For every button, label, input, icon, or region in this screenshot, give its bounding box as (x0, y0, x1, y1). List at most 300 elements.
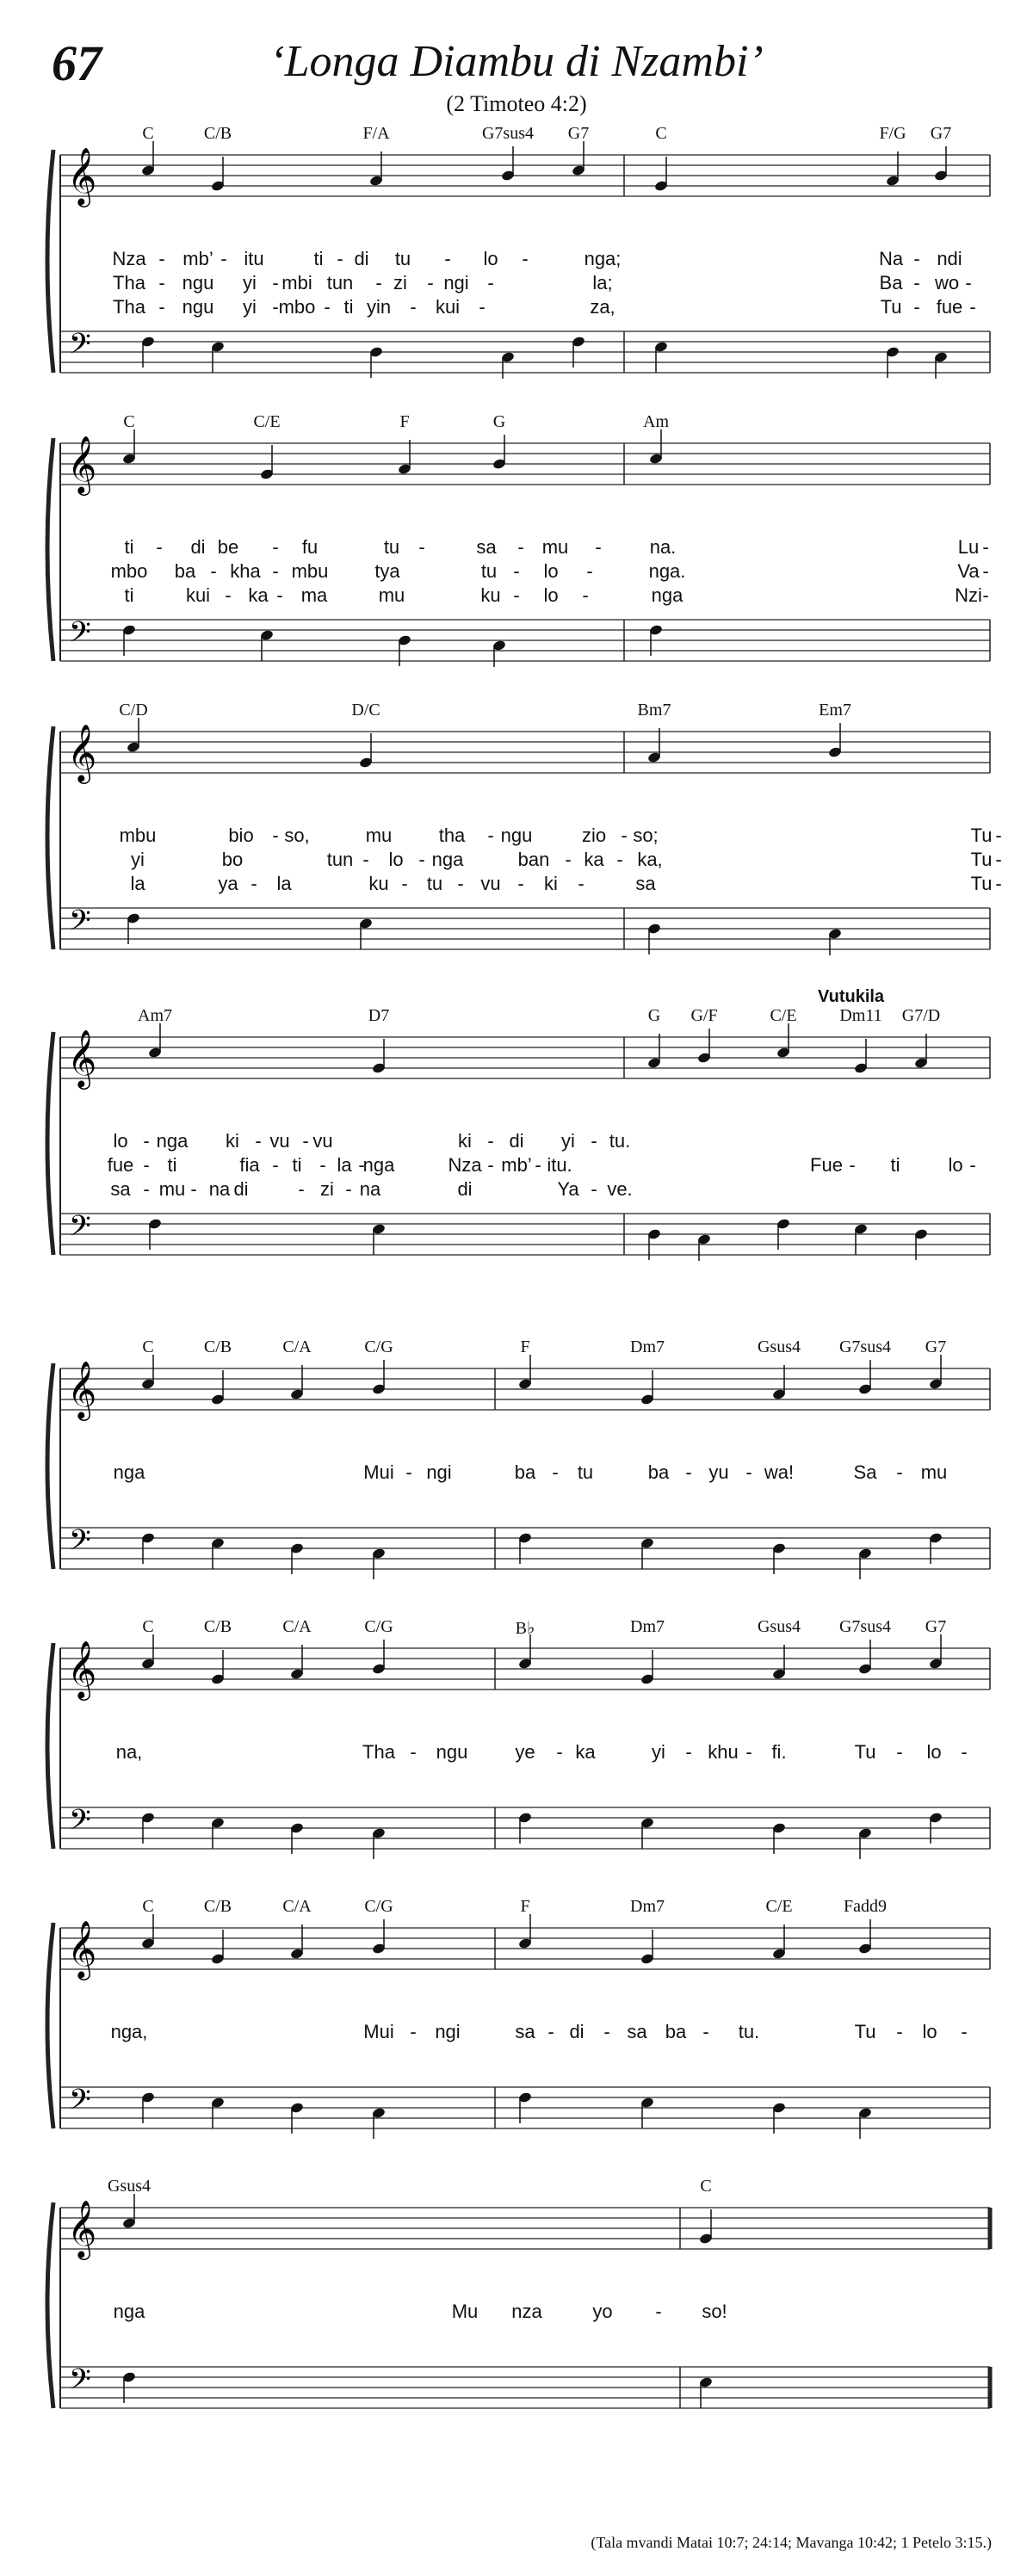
lyric-syllable: la (337, 1154, 352, 1176)
lyric-syllable: ka (248, 584, 269, 606)
lyric-syllable: - (591, 1130, 597, 1152)
lyric-syllable: - (702, 2021, 709, 2042)
lyric-syllable: - (225, 584, 232, 606)
lyric-syllable: - (272, 825, 279, 846)
lyric-syllable: na, (115, 1741, 143, 1763)
lyric-syllable: - (156, 536, 163, 558)
lyric-syllable: - (745, 1461, 752, 1483)
lyric-syllable: - (849, 1154, 856, 1176)
treble-clef-icon: 𝄞 (67, 723, 97, 781)
chord-symbol: F (399, 412, 410, 431)
chord-symbol: Am7 (138, 1006, 172, 1025)
lyric-syllable: ba (665, 2021, 687, 2042)
lyric-syllable: be (217, 536, 239, 558)
lyric-syllable: ti (167, 1154, 177, 1176)
lyric-syllable: - (158, 248, 165, 269)
chord-symbol: C/G (364, 1337, 393, 1356)
chord-symbol: C/G (364, 1897, 393, 1916)
chord-symbol: G7sus4 (838, 1337, 892, 1356)
lyric-syllable: yi (561, 1130, 575, 1152)
lyric-syllable: Tu (970, 873, 993, 894)
lyric-syllable: - (410, 1741, 417, 1763)
chord-symbol: C (142, 124, 154, 143)
lyric-syllable: tu (577, 1461, 594, 1483)
lyric-syllable: ti (890, 1154, 900, 1176)
lyric-syllable: - (220, 248, 227, 269)
lyric-syllable: yin (366, 296, 392, 318)
chord-symbol: C/A (282, 1617, 312, 1636)
lyric-syllable: zi (393, 272, 407, 293)
lyric-syllable: tu (394, 248, 411, 269)
tempo-marking: Vutukila (818, 987, 885, 1006)
footer-references: (Tala mvandi Matai 10:7; 24:14; Mavanga 10:42; 1 Petelo 3:15.) (591, 2534, 992, 2551)
bass-clef-icon: 𝄢 (69, 328, 91, 368)
lyric-syllable: lo (948, 1154, 963, 1176)
lyric-syllable: - (547, 2021, 554, 2042)
chord-symbol: C (142, 1617, 154, 1636)
lyric-syllable: - (276, 584, 283, 606)
chord-symbol: Am (643, 412, 669, 431)
lyric-syllable: nga. (648, 560, 686, 582)
lyric-syllable: di (354, 248, 369, 269)
lyric-syllable: ki (544, 873, 558, 894)
chord-symbol: C (655, 124, 667, 143)
lyric-syllable: - (375, 272, 382, 293)
lyric-syllable: zio (581, 825, 607, 846)
lyric-syllable: tya (374, 560, 400, 582)
chord-symbol: D7 (368, 1006, 390, 1025)
lyric-syllable: - (913, 272, 920, 293)
chord-symbol: G7sus4 (481, 124, 535, 143)
chord-symbol: D/C (351, 701, 380, 720)
chord-symbol: G7 (925, 1617, 947, 1636)
lyric-syllable: ve. (607, 1178, 633, 1200)
lyric-syllable: ku (368, 873, 389, 894)
bass-clef-icon: 𝄢 (69, 2363, 91, 2403)
lyric-syllable: - (591, 1178, 597, 1200)
lyric-syllable: - (513, 584, 520, 606)
lyric-syllable: ba (647, 1461, 670, 1483)
lyric-syllable: na. (649, 536, 677, 558)
lyric-syllable: - (427, 272, 434, 293)
music-system-1 (0, 120, 1033, 379)
chord-symbol: C (142, 1337, 154, 1356)
lyric-syllable: yi (652, 1741, 665, 1763)
lyric-syllable: kui (435, 296, 461, 318)
lyric-syllable: - (595, 536, 602, 558)
music-system-8 (0, 2173, 1033, 2431)
lyric-syllable: lo (388, 849, 404, 870)
lyric-syllable: nza (511, 2301, 542, 2322)
lyric-syllable: tu (426, 873, 443, 894)
lyric-syllable: na (359, 1178, 381, 1200)
lyric-syllable: Va (957, 560, 980, 582)
lyric-syllable: ngu (436, 1741, 468, 1763)
music-system-3 (0, 697, 1033, 955)
lyric-syllable: - (272, 560, 279, 582)
bass-clef-icon: 𝄢 (69, 1524, 91, 1564)
lyric-syllable: - (522, 248, 529, 269)
lyric-syllable: - (995, 825, 1002, 846)
treble-clef-icon: 𝄞 (67, 146, 97, 205)
lyric-syllable: Tu (970, 849, 993, 870)
lyric-syllable: - (324, 296, 331, 318)
lyric-syllable: nga (156, 1130, 189, 1152)
chord-symbol: Gsus4 (107, 2177, 152, 2196)
lyric-syllable: ma (300, 584, 328, 606)
chord-symbol: C/B (203, 1897, 232, 1916)
lyric-syllable: zi (320, 1178, 334, 1200)
lyric-syllable: la (276, 873, 292, 894)
lyric-syllable: fue (936, 296, 963, 318)
lyric-syllable: - (405, 1461, 412, 1483)
lyric-syllable: - (457, 873, 464, 894)
chord-symbol: Dm7 (630, 1897, 665, 1916)
lyric-syllable: ba (514, 1461, 536, 1483)
lyric-syllable: so, (284, 825, 310, 846)
chord-symbol: G (492, 412, 506, 431)
lyric-syllable: itu. (547, 1154, 572, 1176)
lyric-syllable: ngi (435, 2021, 461, 2042)
lyric-syllable: sa (110, 1178, 131, 1200)
music-system-5 (0, 1334, 1033, 1592)
lyric-syllable: - (272, 1154, 279, 1176)
lyric-syllable: nga; (584, 248, 622, 269)
lyric-syllable: - (586, 560, 593, 582)
lyric-syllable: ba (174, 560, 196, 582)
lyric-syllable: - (487, 1154, 494, 1176)
lyric-syllable: nga, (110, 2021, 148, 2042)
chord-symbol: G/F (690, 1006, 718, 1025)
lyric-syllable: sa (476, 536, 497, 558)
chord-symbol: F/A (362, 124, 390, 143)
lyric-syllable: Nza (112, 248, 146, 269)
lyric-syllable: lo (543, 584, 559, 606)
lyric-syllable: - (603, 2021, 610, 2042)
lyric-syllable: - (337, 248, 343, 269)
lyric-syllable: fi. (771, 1741, 787, 1763)
lyric-syllable: fia (239, 1154, 260, 1176)
lyric-syllable: - (965, 272, 972, 293)
lyric-syllable: - (210, 560, 217, 582)
lyric-syllable: - (418, 849, 425, 870)
lyric-syllable: - (995, 873, 1002, 894)
lyric-syllable: lo (113, 1130, 128, 1152)
lyric-syllable: - (655, 2301, 662, 2322)
lyric-syllable: Nzi (955, 584, 982, 606)
lyric-syllable: - (685, 1461, 692, 1483)
music-system-6 (0, 1614, 1033, 1872)
lyric-syllable: - (685, 1741, 692, 1763)
lyric-syllable: tu. (609, 1130, 631, 1152)
lyric-syllable: - (578, 873, 585, 894)
lyric-syllable: - (582, 584, 589, 606)
lyric-syllable: - (896, 1741, 903, 1763)
chord-symbol: Gsus4 (757, 1617, 801, 1636)
lyric-syllable: lo (543, 560, 559, 582)
lyric-syllable: Tha (362, 1741, 395, 1763)
lyric-syllable: Tha (113, 296, 145, 318)
lyric-syllable: ka (575, 1741, 596, 1763)
lyric-syllable: mbo (278, 296, 316, 318)
lyric-syllable: bo (221, 849, 244, 870)
lyric-syllable: - (896, 2021, 903, 2042)
lyric-syllable: wo (934, 272, 960, 293)
chord-symbol: F (520, 1337, 530, 1356)
lyric-syllable: mu (158, 1178, 186, 1200)
lyric-syllable: - (190, 1178, 197, 1200)
lyric-syllable: ndi (937, 248, 962, 269)
lyric-syllable: - (995, 849, 1002, 870)
lyric-syllable: di (457, 1178, 473, 1200)
lyric-syllable: - (272, 272, 279, 293)
chord-symbol: C/B (203, 124, 232, 143)
lyric-syllable: sa (627, 2021, 647, 2042)
lyric-syllable: ku (480, 584, 501, 606)
lyric-syllable: so; (633, 825, 659, 846)
chord-symbol: C/D (119, 701, 148, 720)
lyric-syllable: ngi (443, 272, 469, 293)
lyric-syllable: lo (926, 1741, 942, 1763)
lyric-syllable: - (616, 849, 623, 870)
lyric-syllable: - (517, 873, 524, 894)
chord-symbol: Bm7 (637, 701, 671, 720)
lyric-syllable: - (158, 296, 165, 318)
chord-symbol: G (647, 1006, 661, 1025)
lyric-syllable: nga (651, 584, 684, 606)
chord-symbol: Fadd9 (844, 1897, 887, 1916)
chord-symbol: F (520, 1897, 530, 1916)
lyric-syllable: yo (592, 2301, 613, 2322)
lyric-syllable: ka (584, 849, 604, 870)
lyric-syllable: vu (312, 1130, 333, 1152)
treble-clef-icon: 𝄞 (67, 1029, 97, 1087)
chord-symbol: Gsus4 (757, 1337, 801, 1356)
lyric-syllable: mb’ (501, 1154, 532, 1176)
lyric-syllable: ngu (182, 272, 214, 293)
chord-symbol: C/B (203, 1617, 232, 1636)
bass-clef-icon: 𝄢 (69, 2084, 91, 2123)
lyric-syllable: mbi (281, 272, 312, 293)
lyric-syllable: - (961, 2021, 968, 2042)
treble-clef-icon: 𝄞 (67, 435, 97, 493)
lyric-syllable: Mui (363, 1461, 394, 1483)
lyric-syllable: - (969, 296, 976, 318)
lyric-syllable: - (444, 248, 451, 269)
chord-symbol: G7sus4 (838, 1617, 892, 1636)
lyric-syllable: Tu (880, 296, 902, 318)
lyric-syllable: Mui (363, 2021, 394, 2042)
chord-symbol: C (142, 1897, 154, 1916)
lyric-syllable: tu (480, 560, 498, 582)
lyric-syllable: Fue (810, 1154, 843, 1176)
lyric-syllable: yu (708, 1461, 729, 1483)
lyric-syllable: - (513, 560, 520, 582)
chord-symbol: Dm11 (839, 1006, 882, 1025)
lyric-syllable: nga (431, 849, 464, 870)
lyric-syllable: na (208, 1178, 231, 1200)
lyric-syllable: sa (515, 2021, 535, 2042)
lyric-syllable: sa (635, 873, 656, 894)
lyric-syllable: wa! (764, 1461, 795, 1483)
treble-clef-icon: 𝄞 (67, 2199, 97, 2258)
lyric-syllable: Na (878, 248, 904, 269)
lyric-syllable: ya (218, 873, 238, 894)
lyric-syllable: - (896, 1461, 903, 1483)
lyric-syllable: Tu (970, 825, 993, 846)
staff-lines (0, 409, 1033, 667)
lyric-syllable: la (130, 873, 145, 894)
lyric-syllable: - (961, 1741, 968, 1763)
lyric-syllable: - (621, 825, 628, 846)
lyric-syllable: - (487, 1130, 494, 1152)
treble-clef-icon: 𝄞 (67, 1919, 97, 1978)
lyric-syllable: - (487, 272, 494, 293)
lyric-syllable: di (509, 1130, 524, 1152)
lyric-syllable: ban (517, 849, 550, 870)
lyric-syllable: di (190, 536, 206, 558)
lyric-syllable: Mu (451, 2301, 479, 2322)
hymn-number: 67 (52, 35, 102, 91)
lyric-syllable: ti (124, 584, 134, 606)
lyric-syllable: khu (708, 1741, 739, 1763)
lyric-syllable: - (143, 1178, 150, 1200)
lyric-syllable: nga (113, 1461, 145, 1483)
lyric-syllable: fue (107, 1154, 134, 1176)
lyric-syllable: ki (226, 1130, 239, 1152)
lyric-syllable: - (272, 296, 279, 318)
lyric-syllable: ti (124, 536, 134, 558)
lyric-syllable: tu. (738, 2021, 760, 2042)
lyric-syllable: - (410, 296, 417, 318)
lyric-syllable: - (302, 1130, 309, 1152)
lyric-syllable: tun (326, 849, 354, 870)
music-system-2 (0, 409, 1033, 667)
lyric-syllable: kha (230, 560, 261, 582)
chord-symbol: G7 (567, 124, 590, 143)
lyric-syllable: - (345, 1178, 352, 1200)
lyric-syllable: Tu (854, 2021, 876, 2042)
lyric-syllable: ngi (426, 1461, 452, 1483)
lyric-syllable: ti (313, 248, 324, 269)
lyric-syllable: la; (592, 272, 613, 293)
lyric-syllable: - (298, 1178, 305, 1200)
lyric-syllable: tun (326, 272, 354, 293)
lyric-syllable: - (143, 1130, 150, 1152)
lyric-syllable: vu (480, 873, 501, 894)
chord-symbol: B♭ (515, 1619, 535, 1638)
lyric-syllable: vu (269, 1130, 290, 1152)
lyric-syllable: - (418, 536, 425, 558)
lyric-syllable: - (969, 1154, 976, 1176)
lyric-syllable: kui (185, 584, 211, 606)
lyric-syllable: di (569, 2021, 585, 2042)
lyric-syllable: Tha (113, 272, 145, 293)
lyric-syllable: - (401, 873, 408, 894)
lyric-syllable: mu (920, 1461, 948, 1483)
lyric-syllable: mbu (291, 560, 329, 582)
lyric-syllable: tu (383, 536, 400, 558)
chord-symbol: C/B (203, 1337, 232, 1356)
lyric-syllable: Nza (448, 1154, 482, 1176)
lyric-syllable: - (982, 536, 989, 558)
lyric-syllable: - (982, 584, 989, 606)
lyric-syllable: - (556, 1741, 563, 1763)
lyric-syllable: - (982, 560, 989, 582)
lyric-syllable: yi (243, 296, 257, 318)
music-system-7 (0, 1893, 1033, 2152)
lyric-syllable: ngu (500, 825, 533, 846)
lyric-syllable: mbu (119, 825, 157, 846)
lyric-syllable: yi (243, 272, 257, 293)
chord-symbol: C/G (364, 1617, 393, 1636)
chord-symbol: F/G (879, 124, 906, 143)
chord-symbol: C/E (765, 1897, 793, 1916)
music-system-4 (0, 987, 1033, 1261)
lyric-syllable: mb’ (182, 248, 213, 269)
chord-symbol: G7 (930, 124, 952, 143)
chord-symbol: G7/D (901, 1006, 941, 1025)
chord-symbol: Em7 (819, 701, 851, 720)
lyric-syllable: - (158, 272, 165, 293)
lyric-syllable: so! (702, 2301, 727, 2322)
lyric-syllable: Lu (957, 536, 980, 558)
hymn-title: ‘Longa Diambu di Nzambi’ (269, 37, 764, 86)
chord-symbol: C/E (770, 1006, 797, 1025)
lyric-syllable: ka, (637, 849, 663, 870)
chord-symbol: C (700, 2177, 712, 2196)
lyric-syllable: Ba (879, 272, 903, 293)
lyric-syllable: - (319, 1154, 326, 1176)
lyric-syllable: - (913, 296, 920, 318)
lyric-syllable: ngu (182, 296, 214, 318)
chord-symbol: Dm7 (630, 1337, 665, 1356)
chord-symbol: G7 (925, 1337, 947, 1356)
lyric-syllable: mu (541, 536, 569, 558)
chord-symbol: C/E (253, 412, 281, 431)
lyric-syllable: - (479, 296, 486, 318)
lyric-syllable: itu (244, 248, 264, 269)
lyric-syllable: mu (365, 825, 393, 846)
lyric-syllable: - (745, 1741, 752, 1763)
lyric-syllable: ki (458, 1130, 472, 1152)
lyric-syllable: - (251, 873, 257, 894)
lyric-syllable: - (272, 536, 279, 558)
lyric-syllable: ye (515, 1741, 535, 1763)
lyric-syllable: lo (922, 2021, 937, 2042)
lyric-syllable: za, (590, 296, 615, 318)
bass-clef-icon: 𝄢 (69, 1210, 91, 1250)
lyric-syllable: Sa (853, 1461, 877, 1483)
lyric-syllable: ti (292, 1154, 302, 1176)
chord-symbol: Dm7 (630, 1617, 665, 1636)
lyric-syllable: yi (131, 849, 145, 870)
lyric-syllable: - (255, 1130, 262, 1152)
lyric-syllable: - (535, 1154, 541, 1176)
lyric-syllable: mbo (110, 560, 148, 582)
lyric-syllable: fu (301, 536, 319, 558)
treble-clef-icon: 𝄞 (67, 1360, 97, 1418)
lyric-syllable: - (410, 2021, 417, 2042)
bass-clef-icon: 𝄢 (69, 905, 91, 944)
lyric-syllable: nga (113, 2301, 145, 2322)
lyric-syllable: - (143, 1154, 150, 1176)
lyric-syllable: - (565, 849, 572, 870)
lyric-syllable: Tu (854, 1741, 876, 1763)
lyric-syllable: - (362, 849, 369, 870)
lyric-syllable: - (487, 825, 494, 846)
lyric-syllable: nga (362, 1154, 395, 1176)
